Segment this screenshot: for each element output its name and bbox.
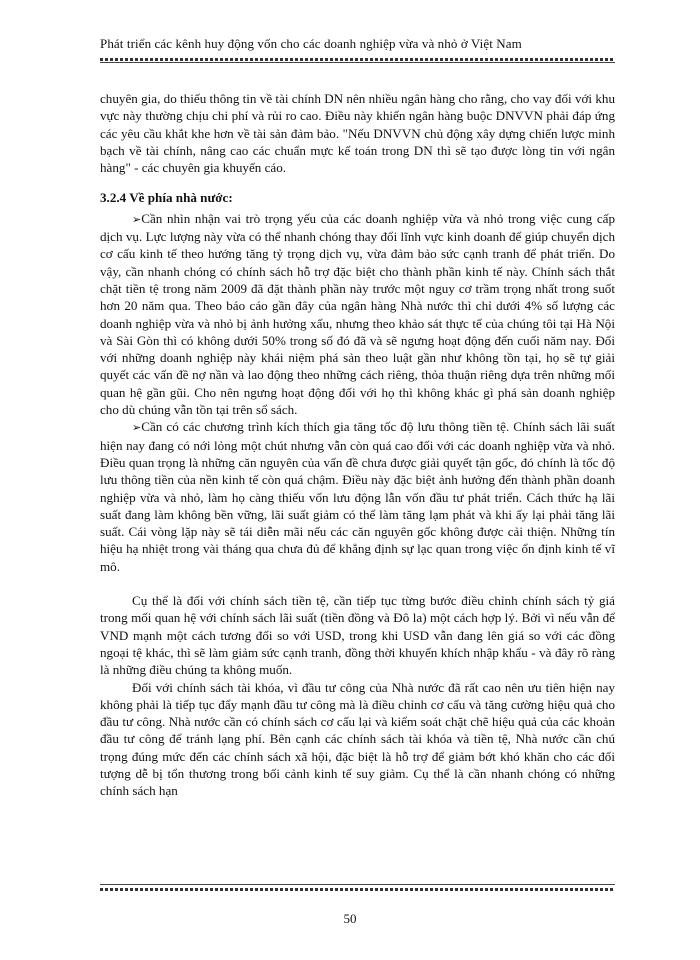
footer-rule-line [100,884,615,885]
section-heading: 3.2.4 Về phía nhà nước: [100,190,233,206]
paragraph-monetary-policy: Cụ thể là đối với chính sách tiền tệ, cần tiếp tục từng bước điều chỉnh chính sách tỷ giá trong mối quan hệ với chính sách lãi suất (tiền đồng và Đô la) một cách hợp lý. Bởi vì nếu vẫn để VND mạnh một cách tương đối so với USD, trong khi USD vẫn đang lên giá so với các đồng ngoại tệ khác, thì sẽ làm giảm sức cạnh tranh, đồng thời khuyến khích nhập khẩu - và đây rõ ràng là những điều chúng ta không muốn. [100,593,615,678]
bullet-paragraph-1 [100,210,615,419]
page-body [100,90,615,800]
bullet-text-1: Cần nhìn nhận vai trò trọng yếu của các doanh nghiệp vừa và nhỏ trong việc cung cấp dịch vụ. Lực lượng này vừa có thể nhanh chóng thay đổi lĩnh vực kinh doanh để giúp chuyển dịch cơ cấu kinh tế theo hướng tăng tỷ trọng dịch vụ, vừa đảm bảo sức cạnh tranh để phát triển. Do vậy, cần nhanh chóng có chính sách hỗ trợ đặc biệt cho thành phần kinh tế này. Chính sách thắt chặt tiền tệ trong năm 2009 đã đặt thành phần này trước một nguy cơ trầm trọng nhất trong suốt hơn 20 năm qua. Theo báo cáo gần đây của ngân hàng Nhà nước thì chỉ dưới 4% số lượng các doanh nghiệp vừa và nhỏ bị ảnh hưởng xấu, nhưng theo khảo sát thực tế của chúng tôi tại Hà Nội và Sài Gòn thì có không dưới 50% trong số đó đã và sẽ ngưng hoạt động đến cuối năm nay. Đối với những doanh nghiệp này khái niệm phá sản theo luật gần như không tồn tại, họ sẽ tự giải quyết các vấn đề nợ nần và lao động theo những cách riêng, thỏa thuận riêng dựa trên những mối quan hệ gần gũi. Cho nên ngưng hoạt động đối với họ thì không khác gì phá sản doanh nghiệp cho dù chúng vẫn tồn tại trên sổ sách. [100,210,615,418]
footer-rule [100,888,615,891]
paragraph-fiscal-policy: Đối với chính sách tài khóa, vì đầu tư công của Nhà nước đã rất cao nên ưu tiên hiện nay không phải là tiếp tục đẩy mạnh đầu tư công mà là điều chỉnh cơ cấu và tăng cường hiệu quả cho đầu tư công. Nhà nước cần có chính sách cơ cấu lại và kiểm soát chặt chẽ hiệu quả của các khoản đầu tư công để tránh lạng phí. Bên cạnh các chính sách tài khóa và tiền tệ, Nhà nước cần chú trọng đúng mức đến các chính sách xã hội, đặc biệt là hỗ trợ để giảm bớt khó khăn cho các đối tượng dễ bị tổn thương trong bối cảnh kinh tế suy giảm. Cụ thể là cần nhanh chóng có những chính sách hạn [100,679,615,799]
paragraph-continued: chuyên gia, do thiếu thông tin về tài chính DN nên nhiều ngân hàng cho rằng, cho vay đối với khu vực này thường chịu chi phí và rủi ro cao. Điều này khiến ngân hàng buộc DNVVN phải đáp ứng các yêu cầu khắt khe hơn về tài sản đảm bảo. "Nếu DNVVN chủ động xây dựng chiến lược minh bạch về tài chính, nâng cao các chuẩn mực kế toán trong DN thì sẽ tạo được lòng tin với ngân hàng" - các chuyên gia khuyến cáo. [100,91,615,176]
running-header: Phát triển các kênh huy động vốn cho các doanh nghiệp vừa và nhỏ ở Việt Nam [100,36,522,51]
bullet-paragraph-2 [100,418,615,575]
bullet-text-2: Cần có các chương trình kích thích gia tăng tốc độ lưu thông tiền tệ. Chính sách lãi suất hiện nay đang có nới lỏng một chút nhưng vẫn còn quá cao đối với các doanh nghiệp vừa và nhỏ. Điều quan trọng là những căn nguyên của vấn đề chưa được giải quyết tận gốc, đó chính là tốc độ lưu thông tiền của nền kinh tế còn quá chậm. Điều này đặc biệt ảnh hưởng đến thành phần doanh nghiệp vừa và nhỏ, làm họ càng thiếu vốn lưu động lẫn vốn đầu tư phát triển. Cách thức hạ lãi suất đang làm không bền vững, lãi suất giảm có thể làm tăng lạm phát và khi ấy lại phải tăng lãi suất. Cái vòng lặp này sẽ tái diễn mãi nếu các căn nguyên gốc không được cải thiện. Những tín hiệu hạ nhiệt trong vài tháng qua chưa đủ để khẳng định sự lạc quan trong việc ổn định kinh tế vĩ mô. [100,419,615,574]
header-rule [100,58,615,61]
arrow-bullet-icon: ➢ [132,212,142,226]
page-number: 50 [343,911,357,926]
arrow-bullet-icon: ➢ [132,421,142,435]
header-rule-line [100,62,615,63]
